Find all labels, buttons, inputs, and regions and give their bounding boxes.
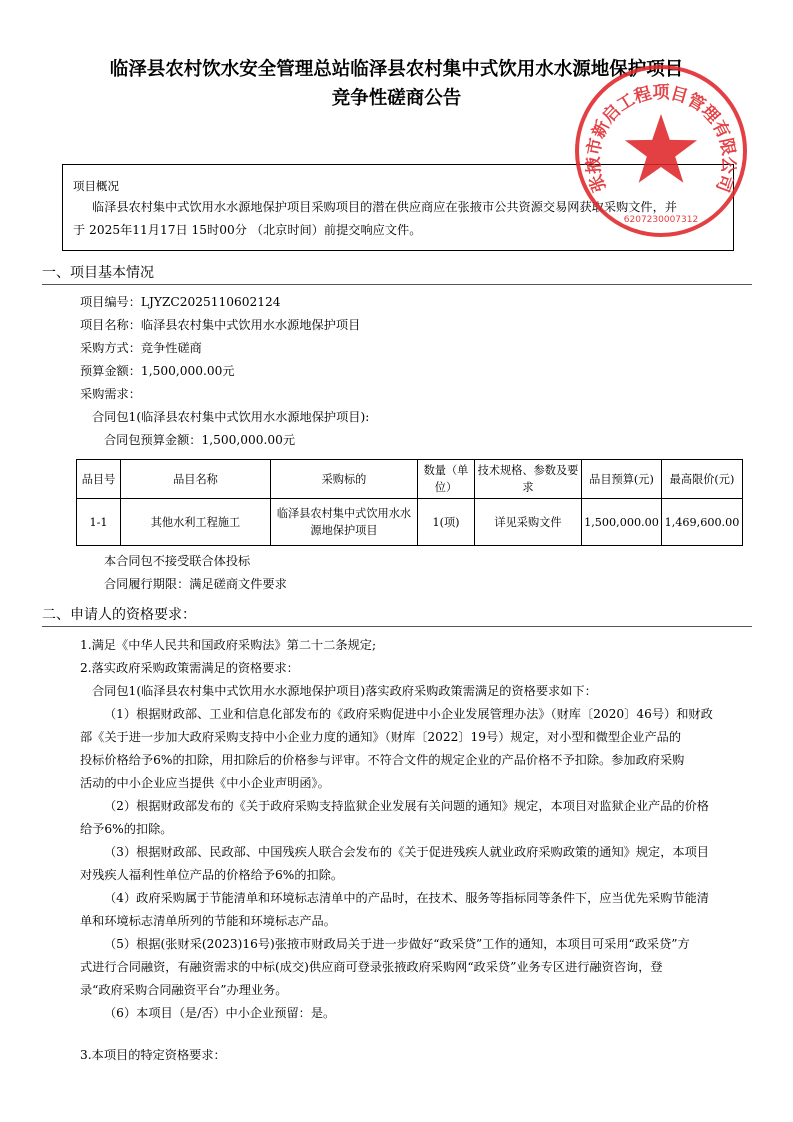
policy-p1-line2: 部《关于进一步加大政府采购支持中小企业力度的通知》（财库〔2022〕19号）规定，对小型和微型企业产品的 [80, 730, 682, 744]
policy-p4-line1: （4）政府采购属于节能清单和环境标志清单中的产品时，在技术、服务等指标同等条件下，应当优先采购节能清 [104, 891, 709, 905]
policy-p1-line1: （1）根据财政部、工业和信息化部发布的《政府采购促进中小企业发展管理办法》（财库〔2020〕46号）和财政 [104, 707, 713, 721]
seal-company-name: 张掖市新启工程项目管理有限公司 [583, 83, 739, 195]
policy-p4-line2: 单和环境标志清单所列的节能和环境标志产品。 [80, 914, 336, 928]
policy-p2-line2: 给予6%的扣除。 [80, 822, 173, 836]
policy-p5-line2: 式进行合同融资，有融资需求的中标(成交)供应商可登录张掖政府采购网“政采贷”业务专区进行融资咨询，登 [80, 960, 663, 974]
table-header-row [77, 460, 743, 499]
policy-p1-line4: 活动的中小企业应当提供《中小企业声明函》。 [80, 776, 330, 790]
package-policy-line: 合同包1(临泽县农村集中式饮用水水源地保护项目)落实政府采购政策需满足的资格要求如下： [92, 684, 597, 698]
procurement-demand: 采购需求： [80, 387, 141, 401]
package-budget: 合同包预算金额：1,500,000.00元 [104, 433, 296, 447]
policy-p5-line3: 录“政府采购合同融资平台”办理业务。 [80, 983, 288, 997]
col-header-specs: 技术规格、参数及要求 [475, 460, 582, 499]
policy-p3-line2: 对残疾人福利性单位产品的价格给予6%的扣除。 [80, 868, 344, 882]
overview-line1: 临泽县农村集中式饮用水水源地保护项目采购项目的潜在供应商应在张掖市公共资源交易网获取采购文件，并 [92, 200, 677, 214]
overview-line2: 于 2025年11月17日 15时00分 （北京时间）前提交响应文件。 [73, 223, 422, 237]
overview-heading: 项目概况 [73, 179, 119, 193]
col-header-item-budget: 品目预算(元) [582, 460, 662, 499]
table-row [77, 499, 743, 546]
requirement-item2: 2.落实政府采购政策需满足的资格要求： [80, 661, 299, 675]
no-consortium-note: 本合同包不接受联合体投标 [104, 554, 251, 568]
cell-item-no: 1-1 [77, 499, 121, 546]
section1-heading: 一、项目基本情况 [42, 265, 154, 281]
policy-p6: （6）本项目（是/否）中小企业预留：是。 [104, 1006, 336, 1020]
cell-item-budget: 1,500,000.00 [582, 499, 662, 546]
col-header-subject: 采购标的 [271, 460, 418, 499]
page-title-line1: 临泽县农村饮水安全管理总站临泽县农村集中式饮用水水源地保护项目 [109, 59, 684, 80]
page-title-line2: 竞争性磋商公告 [331, 88, 462, 109]
cell-item-name: 其他水利工程施工 [121, 499, 271, 546]
col-header-item-no: 品目号 [77, 460, 121, 499]
seal-star-icon [625, 114, 697, 183]
section2-heading: 二、申请人的资格要求： [42, 607, 196, 623]
requirement-item3: 3.本项目的特定资格要求： [80, 1048, 226, 1062]
items-table [76, 459, 743, 546]
policy-p3-line1: （3）根据财政部、民政部、中国残疾人联合会发布的《关于促进残疾人就业政府采购政策的通知》规定，本项目 [104, 845, 709, 859]
contract-package: 合同包1(临泽县农村集中式饮用水水源地保护项目): [92, 410, 370, 424]
policy-p1-line3: 投标价格给予6%的扣除，用扣除后的价格参与评审。不符合文件的规定企业的产品价格不予扣除。参加政府采购 [80, 753, 685, 767]
cell-subject: 临泽县农村集中式饮用水水源地保护项目 [271, 499, 418, 546]
contract-period: 合同履行期限：满足磋商文件要求 [104, 577, 287, 591]
cell-quantity: 1(项) [418, 499, 475, 546]
section2-divider [42, 626, 752, 627]
cell-max-price: 1,469,600.00 [662, 499, 743, 546]
seal-code: 6207230007312 [623, 215, 699, 225]
col-header-quantity: 数量（单位） [418, 460, 475, 499]
col-header-item-name: 品目名称 [121, 460, 271, 499]
budget-amount: 预算金额：1,500,000.00元 [80, 364, 235, 378]
project-number: 项目编号：LJYZC2025110602124 [80, 295, 281, 309]
company-seal-stamp [572, 62, 750, 240]
policy-p2-line1: （2）根据财政部发布的《关于政府采购支持监狱企业发展有关问题的通知》规定，本项目对监狱企业产品的价格 [104, 799, 709, 813]
policy-p5-line1: （5）根据(张财采(2023)16号)张掖市财政局关于进一步做好“政采贷”工作的通知，本项目可采用“政采贷”方 [104, 937, 690, 951]
col-header-max-price: 最高限价(元) [662, 460, 743, 499]
cell-specs: 详见采购文件 [475, 499, 582, 546]
section1-divider [42, 284, 752, 285]
requirement-item1: 1.满足《中华人民共和国政府采购法》第二十二条规定; [80, 638, 377, 652]
procurement-method: 采购方式：竞争性磋商 [80, 341, 202, 355]
project-name: 项目名称：临泽县农村集中式饮用水水源地保护项目 [80, 318, 361, 332]
